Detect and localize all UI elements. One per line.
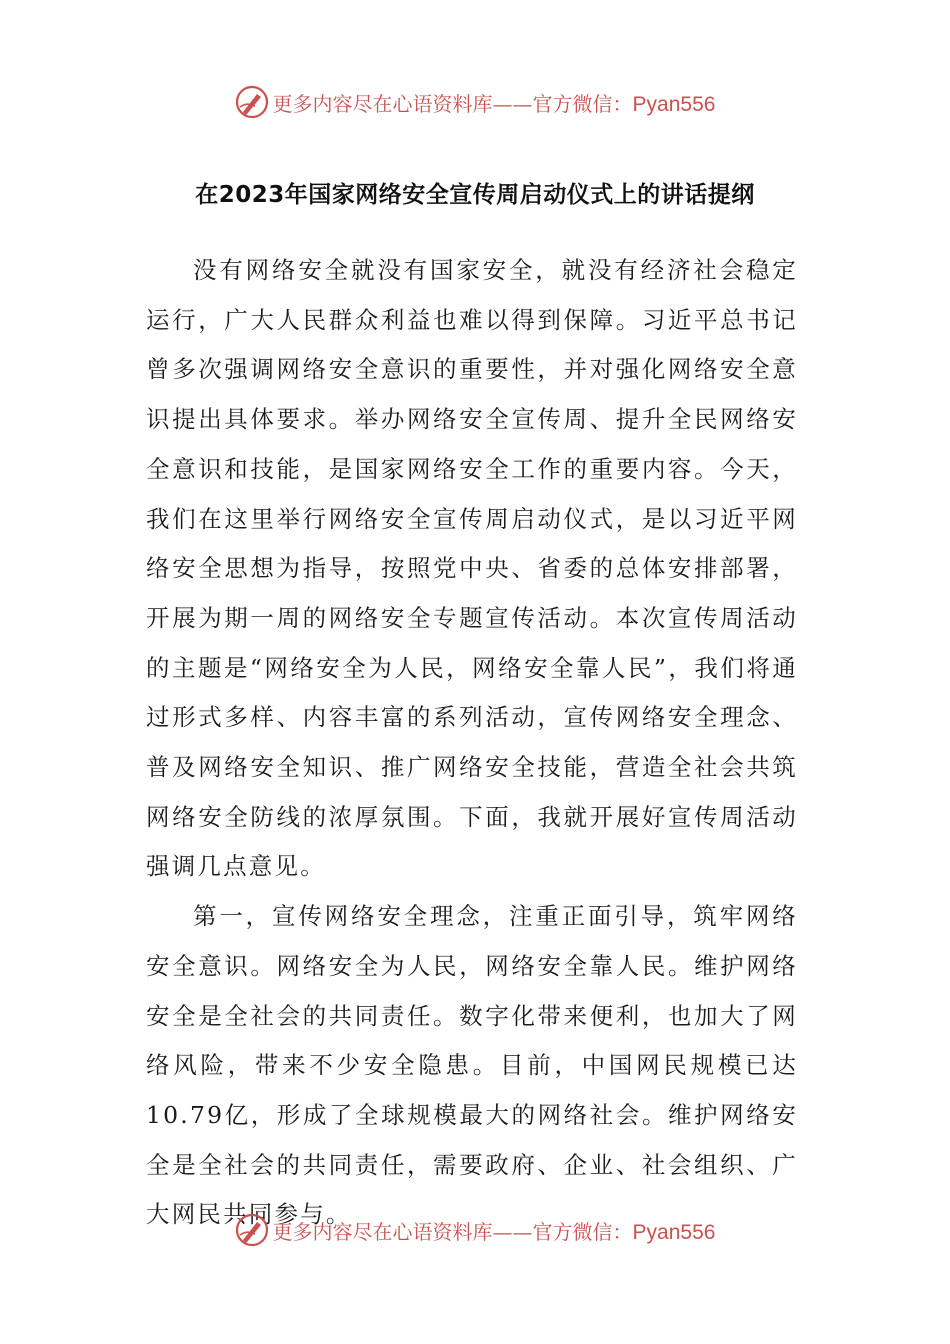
document-title: 在2023年国家网络安全宣传周启动仪式上的讲话提纲 [195, 182, 755, 208]
paragraph-intro: 没有网络安全就没有国家安全，就没有经济社会稳定运行，广大人民群众利益也难以得到保障。习近平总书记曾多次强调网络安全意识的重要性，并对强化网络安全意识提出具体要求。举办网络安全宣传周、提升全民网络安全意识和技能，是国家网络安全工作的重要内容。今天，我们在这里举行网络安全宣传周启动仪式，是以习近平网络安全思想为指导，按照党中央、省委的总体安排部署，开展为期一周的网络安全专题宣传活动。本次宣传周活动的主题是“网络安全为人民，网络安全靠人民”，我们将通过形式多样、内容丰富的系列活动，宣传网络安全理念、普及网络安全知识、推广网络安全技能，营造全社会共筑网络安全防线的浓厚氛围。下面，我就开展好宣传周活动强调几点意见。 [146, 256, 798, 881]
banner-wechat-label: 官方微信： [532, 1219, 633, 1244]
banner-wechat-label: 官方微信： [532, 91, 633, 116]
paragraph-first-point: 第一，宣传网络安全理念，注重正面引导，筑牢网络安全意识。网络安全为人民，网络安全靠人民。维护网络安全是全社会的共同责任。数字化带来便利，也加大了网络风险，带来不少安全隐患。目前，中国网民规模已达10.79亿，形成了全球规模最大的网络社会。维护网络安全是全社会的共同责任，需要政府、企业、社会组织、广大网民共同参与。 [146, 902, 798, 1229]
banner-site: 更多内容尽在心语资料库 [272, 91, 493, 116]
document-body [146, 246, 798, 1240]
banner-wechat-id: Pyan556 [632, 92, 716, 116]
footer-banner [0, 1210, 950, 1250]
banner-text [273, 88, 716, 117]
banner-wechat-id: Pyan556 [632, 1220, 716, 1244]
pen-logo-icon [235, 85, 269, 119]
banner-separator: —— [492, 1219, 533, 1244]
banner-text [273, 1216, 716, 1245]
banner-site: 更多内容尽在心语资料库 [272, 1219, 493, 1244]
banner-separator: —— [492, 91, 533, 116]
header-banner [0, 82, 950, 122]
pen-logo-icon [235, 1213, 269, 1247]
